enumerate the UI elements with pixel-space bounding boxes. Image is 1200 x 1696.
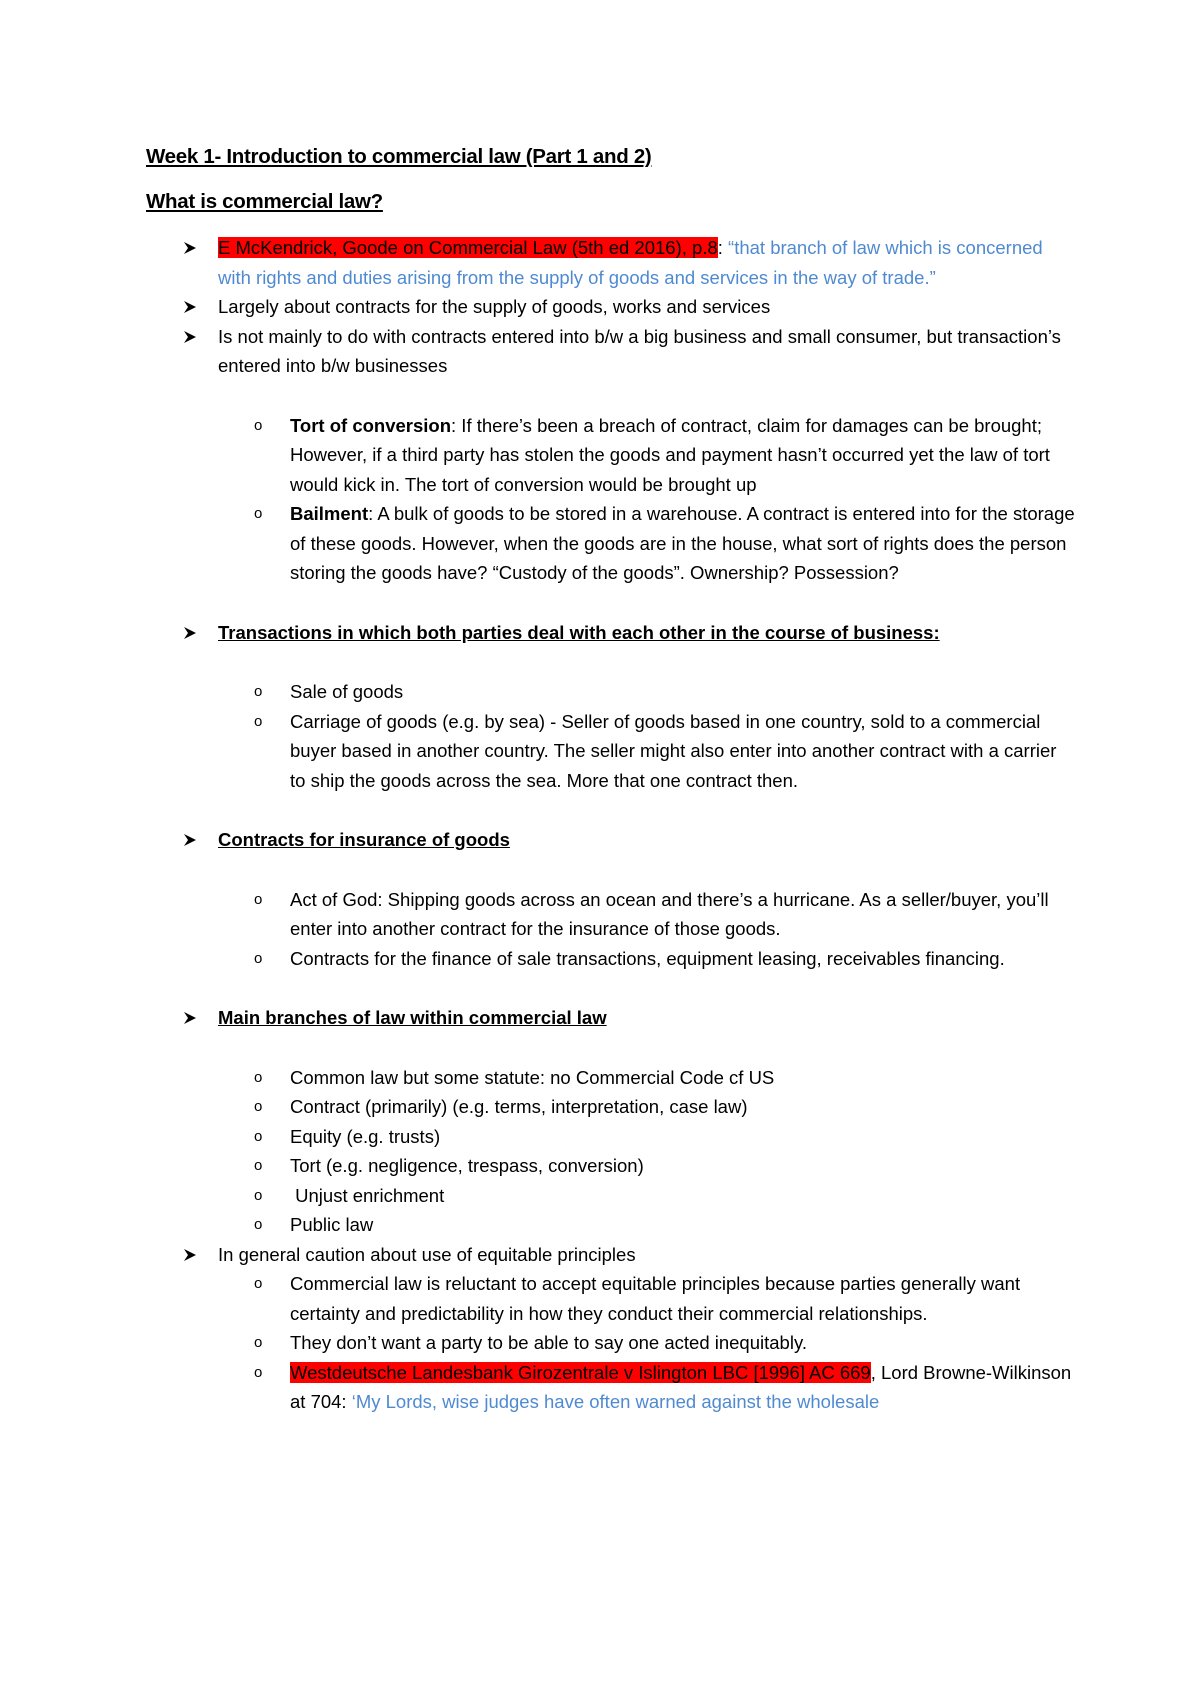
citation-mckendrick: E McKendrick, Goode on Commercial Law (5th ed 2016), p.8 bbox=[218, 237, 718, 258]
circle-bullet-icon: o bbox=[254, 1216, 263, 1233]
arrowhead-bullet-icon bbox=[183, 1011, 197, 1025]
circle-bullet-icon: o bbox=[254, 1186, 263, 1204]
list-item bbox=[146, 499, 1076, 588]
list-item bbox=[146, 944, 1076, 974]
list-item bbox=[146, 618, 1076, 648]
arrowhead-bullet-icon bbox=[183, 626, 197, 640]
circle-bullet-icon: o bbox=[254, 1098, 263, 1115]
list-item-text: Commercial law is reluctant to accept equitable principles because parties generally want certainty and predictability in how they conduct their commercial relationships. bbox=[290, 1273, 1021, 1324]
list-item-text: , Lord Browne-Wilkinson at 704: bbox=[290, 1361, 1072, 1412]
list-item bbox=[146, 1210, 1076, 1240]
bullet-list-branches bbox=[146, 1003, 1076, 1033]
list-item-text: They don’t want a party to be able to say one acted inequitably. bbox=[290, 1332, 807, 1353]
list-item bbox=[146, 677, 1076, 707]
arrowhead-bullet-icon bbox=[183, 833, 197, 847]
list-item bbox=[146, 322, 1076, 381]
list-item bbox=[146, 1328, 1076, 1358]
circle-bullet-icon: o bbox=[254, 1275, 263, 1292]
list-item bbox=[146, 1003, 1076, 1033]
term-tort-of-conversion: Tort of conversion bbox=[290, 414, 452, 436]
list-item-text: Act of God: Shipping goods across an ocean and there’s a hurricane. As a seller/buyer, you’ll enter into another contract for the insurance of those goods. bbox=[290, 888, 1049, 939]
sub-list-tort-bailment bbox=[146, 411, 1076, 588]
list-item-text: Tort (e.g. negligence, trespass, conversion) bbox=[290, 1155, 644, 1176]
page-title: Week 1- Introduction to commercial law (Part 1 and 2) bbox=[146, 145, 652, 168]
section-heading-transactions: Transactions in which both parties deal with each other in the course of business: bbox=[218, 621, 940, 643]
list-item bbox=[146, 1181, 1076, 1211]
spacer bbox=[146, 795, 1076, 825]
bullet-list-transactions bbox=[146, 618, 1076, 648]
list-item-text: Contract (primarily) (e.g. terms, interpretation, case law) bbox=[290, 1096, 748, 1117]
circle-bullet-icon: o bbox=[254, 1334, 263, 1351]
list-item-text: Common law but some statute: no Commercial Code cf US bbox=[290, 1066, 775, 1088]
arrowhead-bullet-icon bbox=[183, 241, 197, 255]
list-item bbox=[146, 1269, 1076, 1328]
circle-bullet-icon: o bbox=[254, 949, 263, 967]
circle-bullet-icon: o bbox=[254, 1363, 263, 1381]
sub-list-insurance bbox=[146, 885, 1076, 974]
quote-mckendrick: “that branch of law which is concerned with rights and duties arising from the supply of goods and services in the way of trade.” bbox=[218, 237, 1043, 288]
list-item bbox=[146, 1151, 1076, 1181]
document-body bbox=[146, 142, 1076, 1417]
list-item bbox=[146, 825, 1076, 855]
arrowhead-bullet-icon bbox=[183, 300, 197, 314]
list-item bbox=[146, 1063, 1076, 1093]
list-item bbox=[146, 233, 1076, 292]
section-heading-what-is: What is commercial law? bbox=[146, 190, 383, 213]
term-bailment: Bailment bbox=[290, 503, 369, 524]
list-item-text: Is not mainly to do with contracts entered into b/w a big business and small consumer, but transaction’s entered into b/w businesses bbox=[218, 325, 1061, 376]
list-item-text: Unjust enrichment bbox=[290, 1184, 445, 1206]
bullet-list-definition bbox=[146, 233, 1076, 381]
list-item bbox=[146, 707, 1076, 796]
spacer bbox=[146, 381, 1076, 411]
arrowhead-bullet-icon bbox=[183, 330, 197, 344]
list-item-text: : If there’s been a breach of contract, claim for damages can be brought; However, if a third party has stolen the goods and payment hasn’t occurred yet the law of tort would kick in. The tort of conversion would be brought up bbox=[290, 414, 1050, 495]
section-heading-insurance: Contracts for insurance of goods bbox=[218, 829, 510, 850]
list-item-text: Contracts for the finance of sale transactions, equipment leasing, receivables financing. bbox=[290, 947, 1005, 969]
list-item bbox=[146, 1122, 1076, 1152]
list-item bbox=[146, 1092, 1076, 1122]
spacer bbox=[146, 855, 1076, 885]
quote-browne-wilkinson: ‘My Lords, wise judges have often warned against the wholesale bbox=[351, 1391, 880, 1412]
bullet-list-insurance bbox=[146, 825, 1076, 855]
arrowhead-bullet-icon bbox=[183, 1248, 197, 1262]
circle-bullet-icon: o bbox=[254, 1157, 263, 1174]
sub-list-branches bbox=[146, 1063, 1076, 1240]
list-item-text: : A bulk of goods to be stored in a warehouse. A contract is entered into for the storage of these goods. However, when the goods are in the house, what sort of rights does the person storing the goods have? “Custody of the goods”. Ownership? Possession? bbox=[290, 503, 1075, 583]
circle-bullet-icon: o bbox=[254, 505, 263, 522]
list-item-text: Sale of goods bbox=[290, 681, 404, 702]
list-item bbox=[146, 885, 1076, 944]
circle-bullet-icon: o bbox=[254, 1127, 263, 1145]
list-item-text: Public law bbox=[290, 1214, 374, 1235]
list-item-text: Carriage of goods (e.g. by sea) - Seller of goods based in one country, sold to a commercial buyer based in another country. The seller might also enter into another contract with a carrier to ship the goods across the sea. More that one contract then. bbox=[290, 710, 1057, 791]
circle-bullet-icon: o bbox=[254, 890, 263, 908]
citation-westdeutsche: Westdeutsche Landesbank Girozentrale v Islington LBC [1996] AC 669 bbox=[290, 1361, 871, 1383]
list-item-text: Largely about contracts for the supply of goods, works and services bbox=[218, 296, 771, 317]
list-item-text: In general caution about use of equitable principles bbox=[218, 1243, 636, 1265]
section-heading-branches: Main branches of law within commercial law bbox=[218, 1007, 607, 1028]
spacer bbox=[146, 973, 1076, 1003]
circle-bullet-icon: o bbox=[254, 1068, 263, 1086]
colon-text: : bbox=[717, 237, 729, 258]
list-item bbox=[146, 411, 1076, 500]
list-item bbox=[146, 1240, 1076, 1270]
bullet-list-equity bbox=[146, 1240, 1076, 1270]
spacer bbox=[146, 647, 1076, 677]
list-item bbox=[146, 1358, 1076, 1417]
list-item bbox=[146, 292, 1076, 322]
list-item-text: Equity (e.g. trusts) bbox=[290, 1125, 441, 1147]
circle-bullet-icon: o bbox=[254, 416, 263, 434]
circle-bullet-icon: o bbox=[254, 683, 263, 700]
spacer bbox=[146, 588, 1076, 618]
circle-bullet-icon: o bbox=[254, 712, 263, 730]
sub-list-equity bbox=[146, 1269, 1076, 1417]
spacer bbox=[146, 1033, 1076, 1063]
sub-list-transactions bbox=[146, 677, 1076, 795]
